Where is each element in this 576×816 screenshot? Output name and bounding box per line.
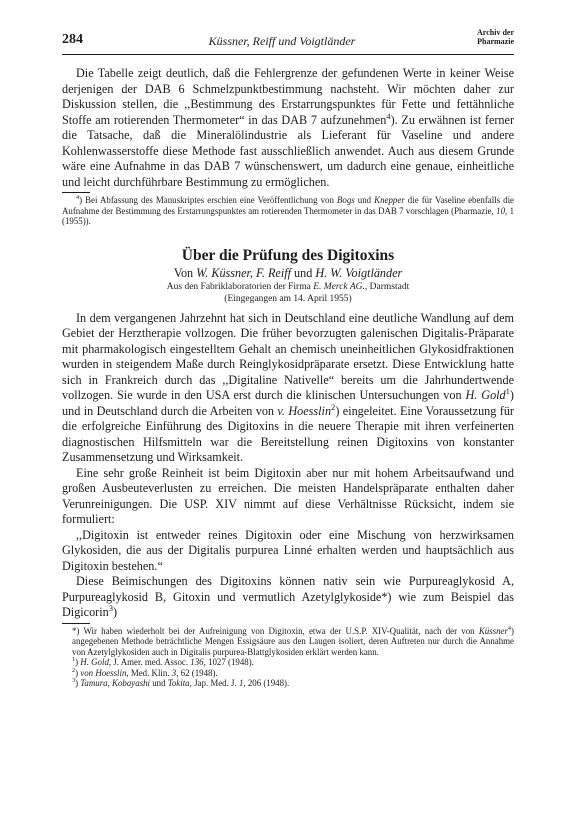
- footnote-2-author: von Hoesslin,: [80, 667, 129, 678]
- footnote-2-text-a: Med. Klin.: [128, 667, 172, 678]
- intro-paragraph: [62, 66, 514, 190]
- institution-company: E. Merck AG.,: [313, 281, 368, 292]
- footnote-3-und: und: [150, 678, 168, 688]
- footnote-1-text-b: 1027 (1948).: [205, 657, 254, 667]
- paragraph-1-text-b: ) und in Deutschland durch die Arbeiten von: [62, 388, 514, 418]
- footnote-4-author-knepper: Knepper: [374, 195, 405, 205]
- footnote-1-text-a: J. Amer. med. Assoc.: [111, 657, 191, 667]
- footnote-star-author: Küssner: [478, 625, 508, 636]
- footnote-4-volume: 10,: [496, 205, 508, 216]
- footnote-3-author: Tamura, Kobayashi: [80, 678, 150, 688]
- paragraph-3: [62, 574, 514, 621]
- intro-text-a: Die Tabelle zeigt deutlich, daß die Fehlergrenze der gefundenen Werte in keiner Weise derjenigen der DAB 6 Schmelzpunktbestimmung nachsteht. Wir möchten daher zur Diskussion stellen, die ,,Bestimmung des Erstarrungspunktes für Fette und fettähnliche Stoffe am rotierenden Thermometer“ in das DAB 7 aufzunehmen: [62, 66, 514, 127]
- journal-name-line1: Archiv der: [477, 28, 514, 37]
- journal-name: [477, 28, 514, 46]
- paragraph-1-text-a: In dem vergangenen Jahrzehnt hat sich in Deutschland eine deutliche Wandlung auf dem Gebiet der Herztherapie vollzogen. Die früher bevorzugten galenischen Digitalis-Präparate mit pharmakologisch eingestelltem Gehalt an chemisch uneinheitlichen Glykosidfraktionen wurden in steigendem Maße durch Reinglykosidpräparate ersetzt. Diese Entwicklung hatte sich in Frankreich durch das ,,Digitaline Nativelle“ bereits um die Jahrhundertwende vollzogen. Sie wurde in den USA erst durch die klinischen Untersuchungen von: [62, 310, 514, 402]
- journal-name-line2: Pharmazie: [477, 37, 514, 46]
- footnote-1-author: H. Gold,: [80, 657, 112, 667]
- footnote-list: [62, 626, 514, 689]
- footnote-4-text-c: die für Vaseline ebenfalls die Aufnahme der Bestimmung des Erstarrungspunktes am rotierenden Thermometer in das DAB 7 vorschlagen (Pharmazie,: [62, 195, 514, 216]
- paragraph-2: Eine sehr große Reinheit ist beim Digitoxin aber nur mit hohem Arbeitsaufwand und großen Ausbeuteverlusten zu erreichen. Die meisten Handelspräparate enthalten daher Verunreinigungen. Die USP. XIV nimmt auf diese Verhältnisse Rücksicht, indem sie formuliert:: [62, 465, 514, 526]
- footnote-1: $^1$) H. Gold, J. Amer. med. Assoc. 136, 1027 (1948).: [72, 656, 254, 667]
- footnote-star: [62, 626, 514, 658]
- received-date: (Eingegangen am 14. April 1955): [224, 293, 352, 304]
- footnote-2-text-b: 62 (1948).: [178, 667, 218, 678]
- institution-city: Darmstadt: [367, 281, 410, 292]
- footnote-4: [62, 195, 514, 227]
- article-byline: [62, 265, 514, 281]
- page-number: 284: [62, 32, 83, 47]
- footnote-3-author2: Tokita,: [167, 678, 192, 688]
- ref-hoesslin: v. Hoesslin: [277, 403, 332, 418]
- footnote-3-mark: 3: [72, 677, 76, 685]
- paragraph-1-text-c: ) eingeleitet. Eine Voraussetzung für die erfolgreiche Einführung des Digitoxins in die neuere Therapie mit ihren verfeinerten diagnostischen Hilfsmitteln war die Bereitstellung reinen Digitoxins von konstanter Zusammensetzung und Wirksamkeit.: [62, 403, 514, 464]
- footnote-star-ref: 4: [507, 624, 512, 632]
- footnote-4-mark: 4: [76, 194, 80, 202]
- footnote-ref-1: 1: [505, 385, 510, 396]
- footnote-rule: [62, 192, 90, 193]
- footnote-ref-2: 2: [331, 401, 336, 412]
- header-rule: [62, 54, 514, 55]
- paragraph-3-text-a: Diese Beimischungen des Digitoxins können nativ sein wie Purpureaglykosid A, Purpureaglykosid B, Gitoxin und vermutlich Azetylglykoside*) wie zum Beispiel das Digicorin: [62, 574, 514, 619]
- footnote-3-text-b: 206 (1948).: [245, 678, 290, 688]
- institution-prefix: Aus den Fabriklaboratorien der Firma: [166, 281, 314, 292]
- byline-und: und: [291, 265, 316, 280]
- author-reiff: F. Reiff: [256, 265, 291, 280]
- author-voigtlaender: H. W. Voigtländer: [315, 265, 403, 280]
- footnote-4-und: und: [354, 195, 375, 205]
- article-title: Über die Prüfung des Digitoxins: [181, 246, 395, 264]
- running-authors: Küssner, Reiff und Voigtländer: [208, 34, 356, 48]
- paragraph-1: [62, 311, 514, 466]
- footnote-3: $^3$) Tamura, Kobayashi und Tokita, Jap. Med. J. 1, 206 (1948).: [72, 677, 290, 688]
- footnote-4-text: ) Bei Abfassung des Manuskriptes erschien eine Veröffentlichung von: [79, 195, 337, 205]
- footnote-2: $^2$) von Hoesslin, Med. Klin. 3, 62 (1948).: [72, 666, 218, 678]
- footnote-1-mark: 1: [72, 656, 76, 664]
- footnote-star-text-a: *) Wir haben wiederholt bei der Aufreinigung von Digitoxin, etwa der U.S.P. XIV-Qualität, nach der von: [72, 625, 479, 636]
- footnote-2-mark: 2: [72, 666, 76, 674]
- author-kuessner: W. Küssner,: [196, 265, 253, 280]
- paragraph-3-text-b: ): [112, 605, 118, 619]
- footnote-ref-3: 3: [108, 602, 113, 613]
- byline-von: Von: [173, 265, 197, 280]
- intro-text-b: ). Zu erwähnen ist ferner die Tatsache, daß die Mineralölindustrie als Lieferant für Vaseline und andere Kohlenwasserstoffe diese Methode fast ausschließlich anwendet. Auch aus diesem Grunde wäre eine Aufnahme in das DAB 7 wünschenswert, um dadurch eine genaue, einheitliche und leicht durchführbare Bestimmung zu ermöglichen.: [62, 112, 514, 189]
- footnote-ref-4: 4: [386, 110, 391, 121]
- footnote-rule-2: [62, 623, 90, 624]
- ref-gold: H. Gold: [465, 388, 506, 402]
- footnote-3-volume: 1,: [238, 678, 246, 688]
- institution-line: [62, 281, 514, 293]
- footnote-4-text-d: 1 (1955)).: [62, 205, 514, 226]
- page-body: [62, 66, 514, 689]
- usp-quote: ,,Digitoxin ist entweder reines Digitoxin oder eine Mischung von herzwirksamen Glykosiden, die aus der Digitalis purpurea Linné erhalten werden und hauptsächlich aus Digitoxin bestehen.“: [62, 527, 514, 573]
- footnote-2-volume: 3,: [171, 667, 179, 678]
- footnote-1-volume: 136,: [190, 657, 206, 667]
- footnote-star-text-b: ) angegebenen Methode beträchtliche Mengen Essigsäure aus den Laugen isoliert, deren Auftreten nur durch die Annahme von Azetylglykosiden auch in Digitalis purpurea-Blattglykosiden erklärt werden kann.: [72, 625, 514, 657]
- footnote-3-text-a: Jap. Med. J.: [191, 678, 239, 688]
- footnote-4-author-bogs: Bogs: [336, 195, 355, 205]
- running-header: [62, 28, 514, 52]
